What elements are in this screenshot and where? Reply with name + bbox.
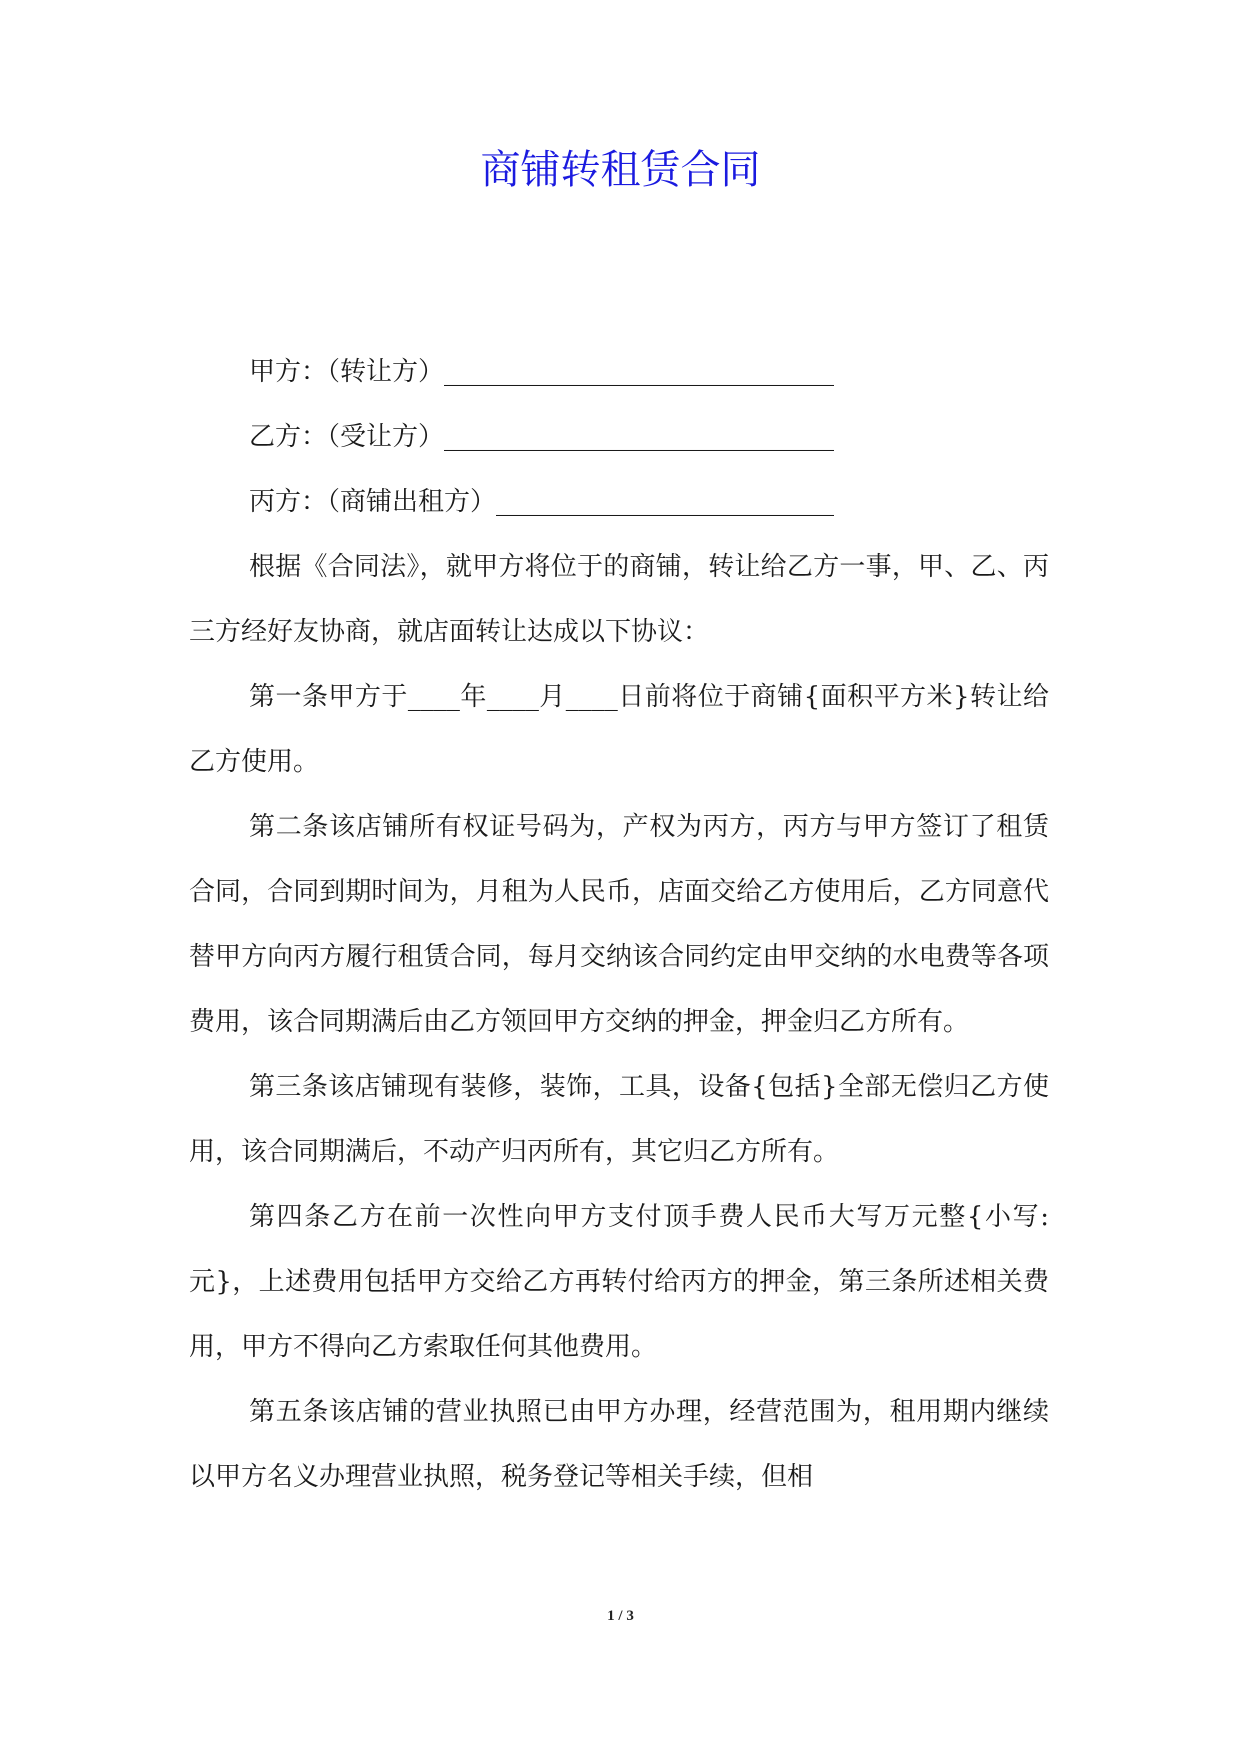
article-4-paragraph: 第四条乙方在前一次性向甲方支付顶手费人民币大写万元整{小写:元}，上述费用包括甲方交给乙方再转付给丙方的押金，第三条所述相关费用，甲方不得向乙方索取任何其他费用。 [189,1202,1049,1362]
article-1-paragraph: 第一条甲方于____年____月____日前将位于商铺{面积平方米}转让给乙方使用。 [189,682,1049,777]
party-b-line: 乙方：（受让方）______________________________ [249,422,835,452]
article-2-paragraph: 第二条该店铺所有权证号码为，产权为丙方，丙方与甲方签订了租赁合同，合同到期时间为，月租为人民币，店面交给乙方使用后，乙方同意代替甲方向丙方履行租赁合同，每月交纳该合同约定由甲交纳的水电费等各项费用，该合同期满后由乙方领回甲方交纳的押金，押金归乙方所有。 [189,812,1049,1037]
party-a-line: 甲方：（转让方）______________________________ [249,357,835,387]
page-number: 1 / 3 [607,1608,634,1624]
document-title: 商铺转租赁合同 [480,147,761,193]
party-c-line: 丙方：（商铺出租方）__________________________ [249,487,835,517]
preamble-paragraph: 根据《合同法》，就甲方将位于的商铺，转让给乙方一事，甲、乙、丙三方经好友协商，就店面转让达成以下协议： [189,552,1049,647]
document-body [189,340,1049,1510]
article-3-paragraph: 第三条该店铺现有装修，装饰，工具，设备{包括}全部无偿归乙方使用，该合同期满后，不动产归丙所有，其它归乙方所有。 [189,1072,1049,1167]
article-5-paragraph: 第五条该店铺的营业执照已由甲方办理，经营范围为，租用期内继续以甲方名义办理营业执照，税务登记等相关手续，但相 [189,1397,1049,1492]
